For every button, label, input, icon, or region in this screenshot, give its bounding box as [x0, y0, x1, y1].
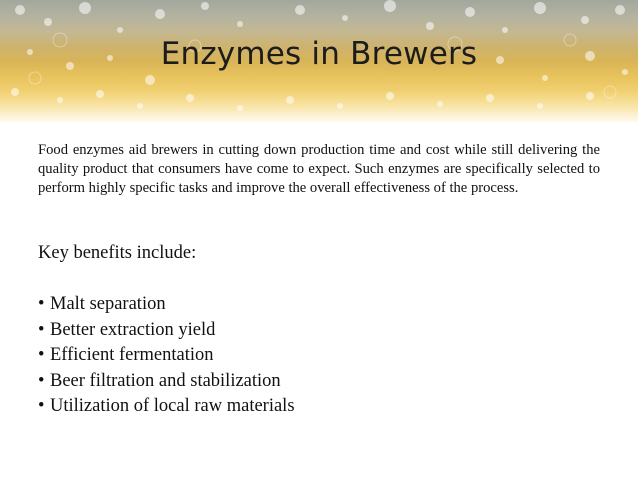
list-item: [38, 292, 295, 318]
beer-foam-banner: [0, 0, 638, 122]
slide-title: Enzymes in Brewers: [160, 36, 478, 72]
bullet-glyph: •: [38, 319, 45, 340]
benefits-heading: Key benefits include:: [38, 243, 197, 263]
bullet-glyph: •: [38, 370, 45, 391]
list-item: [38, 343, 295, 369]
bullet-glyph: •: [38, 345, 45, 365]
list-item: [38, 318, 295, 344]
bullet-glyph: •: [38, 396, 45, 416]
intro-paragraph: Food enzymes aid brewers in cutting down production time and cost while still delivering the quality product that consumers have come to expect. Such enzymes are specifically selected to perform highly specific tasks and improve the overall effectiveness of the process.: [38, 142, 600, 196]
benefit-label: Efficient fermentation: [50, 345, 214, 365]
list-item: [38, 394, 295, 420]
benefits-list: [38, 292, 295, 420]
benefit-label: Beer filtration and stabilization: [50, 370, 281, 391]
bullet-glyph: •: [38, 294, 45, 314]
benefit-label: Utilization of local raw materials: [50, 396, 295, 416]
benefit-label: Malt separation: [50, 294, 166, 314]
benefit-label: Better extraction yield: [50, 319, 216, 340]
list-item: [38, 369, 295, 395]
